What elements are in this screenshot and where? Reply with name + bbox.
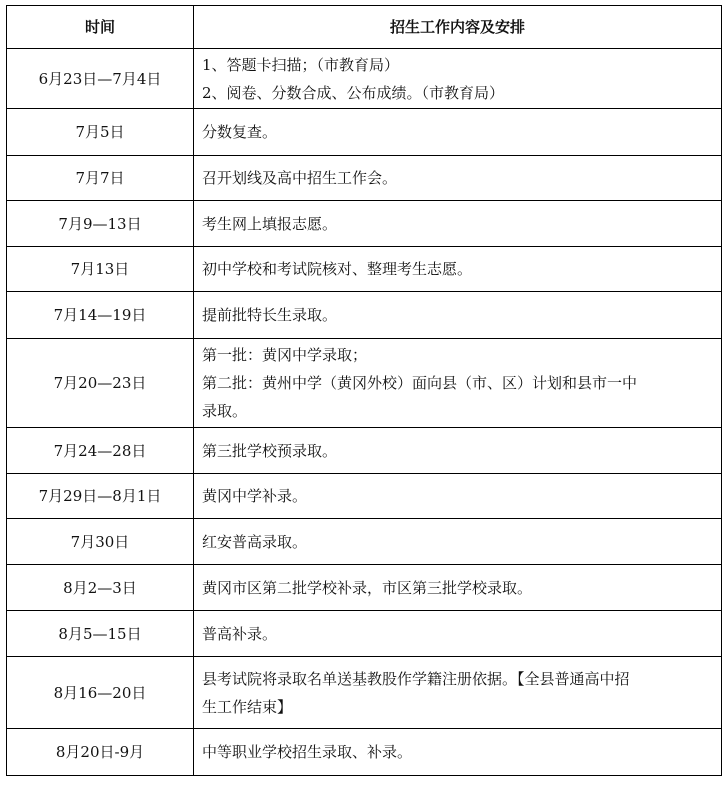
content-line: 考生网上填报志愿。 — [202, 214, 338, 233]
schedule-table — [6, 5, 722, 776]
content-line: 2、阅卷、分数合成、公布成绩。（市教育局） — [202, 83, 505, 102]
time-cell: 7月9—13日 — [7, 201, 194, 247]
content-line: 提前批特长生录取。 — [202, 306, 338, 324]
time-cell: 7月20—23日 — [7, 339, 194, 428]
table-row — [7, 109, 722, 156]
content-cell — [194, 474, 722, 519]
time-cell: 7月29日—8月1日 — [7, 474, 194, 519]
table-row — [7, 292, 722, 339]
content-line: 召开划线及高中招生工作会。 — [202, 169, 398, 187]
content-line: 黄冈市区第二批学校补录，市区第三批学校录取。 — [202, 578, 533, 597]
content-line: 第三批学校预录取。 — [202, 441, 338, 460]
content-cell — [194, 156, 722, 201]
content-line: 第一批：黄冈中学录取； — [202, 346, 368, 364]
time-cell: 7月7日 — [7, 156, 194, 201]
table-row — [7, 49, 722, 109]
content-cell — [194, 247, 722, 292]
table-row — [7, 657, 722, 729]
content-line: 第二批：黄州中学（黄冈外校）面向县（市、区）计划和县市一中 — [202, 374, 638, 392]
content-line: 黄冈中学补录。 — [202, 487, 308, 505]
content-line: 录取。 — [202, 402, 248, 420]
table-row — [7, 519, 722, 565]
content-cell — [194, 292, 722, 339]
content-cell — [194, 519, 722, 565]
table-row — [7, 428, 722, 474]
content-cell — [194, 339, 722, 428]
content-cell — [194, 729, 722, 776]
table-body — [7, 49, 722, 776]
table-row — [7, 729, 722, 776]
content-line: 1、答题卡扫描；（市教育局） — [202, 55, 400, 74]
content-line: 初中学校和考试院核对、整理考生志愿。 — [202, 260, 473, 278]
content-cell — [194, 428, 722, 474]
time-cell: 6月23日—7月4日 — [7, 49, 194, 109]
content-line: 红安普高录取。 — [202, 532, 308, 551]
table-row — [7, 339, 722, 428]
time-cell: 7月14—19日 — [7, 292, 194, 339]
time-cell: 7月24—28日 — [7, 428, 194, 474]
table-row — [7, 611, 722, 657]
header-time: 时间 — [7, 6, 194, 49]
table-header-row — [7, 6, 722, 49]
time-cell: 8月2—3日 — [7, 565, 194, 611]
table-row — [7, 156, 722, 201]
content-cell — [194, 109, 722, 156]
content-line: 中等职业学校招生录取、补录。 — [202, 743, 413, 761]
content-cell — [194, 49, 722, 109]
content-line: 普高补录。 — [202, 624, 278, 643]
content-line: 县考试院将录取名单送基教股作学籍注册依据。【全县普通高中招 — [202, 669, 630, 688]
time-cell: 8月16—20日 — [7, 657, 194, 729]
time-cell: 7月5日 — [7, 109, 194, 156]
table-row — [7, 474, 722, 519]
content-cell — [194, 201, 722, 247]
table-row — [7, 565, 722, 611]
table-row — [7, 247, 722, 292]
header-content: 招生工作内容及安排 — [194, 6, 722, 49]
table-row — [7, 201, 722, 247]
content-line: 分数复查。 — [202, 123, 278, 141]
content-line: 生工作结束】 — [202, 697, 293, 716]
content-cell — [194, 565, 722, 611]
time-cell: 7月13日 — [7, 247, 194, 292]
time-cell: 8月5—15日 — [7, 611, 194, 657]
time-cell: 7月30日 — [7, 519, 194, 565]
time-cell: 8月20日-9月 — [7, 729, 194, 776]
content-cell — [194, 611, 722, 657]
content-cell — [194, 657, 722, 729]
